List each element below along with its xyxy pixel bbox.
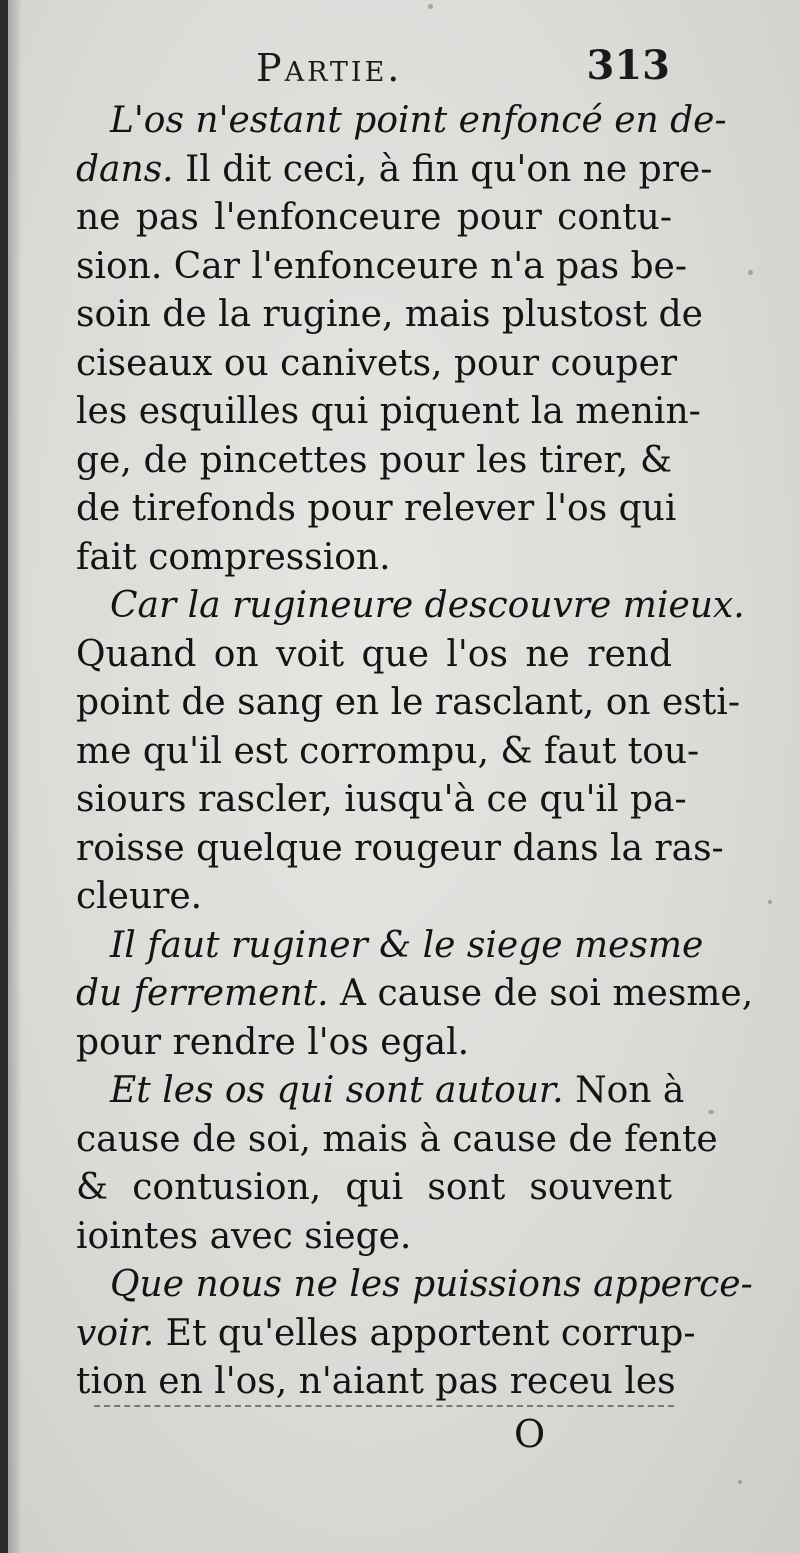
text-line: & contusion, qui sont souvent [76, 1167, 672, 1208]
paper-speck [768, 900, 772, 904]
footer-rule [94, 1405, 674, 1407]
text-line [76, 146, 713, 195]
text-line: roisse quelque rougeur dans la ras- [76, 827, 724, 869]
book-page [8, 0, 800, 1553]
italic-run: du ferrement. [76, 973, 329, 1014]
text-line: Quand on voit que l'os ne rend [76, 633, 672, 675]
text-line: fait compression. [76, 536, 391, 578]
text-line: siours rascler, iusqu'à ce qu'il pa- [76, 779, 687, 820]
text-line [76, 1067, 685, 1116]
text-line: tion en l'os, n'aiant pas receu les [76, 1361, 676, 1402]
text-line: ge, de pincettes pour les tirer, & [76, 439, 672, 481]
page-header [8, 42, 800, 102]
page-number: 313 [586, 42, 670, 89]
text-line: cleure. [76, 876, 203, 917]
running-head: Partie. [256, 46, 403, 90]
roman-run: Non à [563, 1070, 685, 1111]
text-line: de tirefonds pour relever l'os qui [76, 488, 677, 529]
text-line: L'os n'estant point enfoncé en de- [110, 100, 727, 141]
body-text [76, 97, 754, 1407]
text-line [76, 1310, 696, 1359]
text-line: me qu'il est corrompu, & faut tou- [76, 730, 700, 772]
text-line: ciseaux ou canivets, pour couper [76, 342, 678, 384]
roman-run: Et qu'elles apportent corrup- [154, 1312, 696, 1354]
italic-run: dans. [76, 148, 174, 190]
text-line: Car la rugineure descouvre mieux. [110, 585, 745, 626]
text-line: Il faut ruginer & le siege mesme [110, 924, 704, 966]
text-line: sion. Car l'enfonceure n'a pas be- [76, 245, 688, 287]
text-line: Que nous ne les puissions apperce- [110, 1264, 753, 1305]
paper-speck [748, 270, 753, 275]
text-line: soin de la rugine, mais plustost de [76, 294, 703, 335]
paper-speck [428, 4, 433, 9]
text-line: pour rendre l'os egal. [76, 1021, 470, 1063]
paper-speck [738, 1480, 742, 1484]
text-line: cause de soi, mais à cause de fente [76, 1118, 718, 1160]
paper-speck [708, 1110, 714, 1114]
italic-run: Et les os qui sont autour. [110, 1070, 564, 1111]
roman-run: Il dit ceci, à fin qu'on ne pre- [173, 148, 713, 190]
roman-run: A cause de soi mesme, [328, 973, 754, 1014]
text-line: point de sang en le rasclant, on esti- [76, 682, 740, 723]
text-line: ne pas l'enfonceure pour contu- [76, 197, 672, 238]
text-line: les esquilles qui piquent la menin- [76, 391, 701, 432]
signature-mark: O [514, 1412, 546, 1456]
text-line: iointes avec siege. [76, 1215, 412, 1257]
text-line [76, 970, 754, 1019]
italic-run: voir. [76, 1312, 155, 1354]
